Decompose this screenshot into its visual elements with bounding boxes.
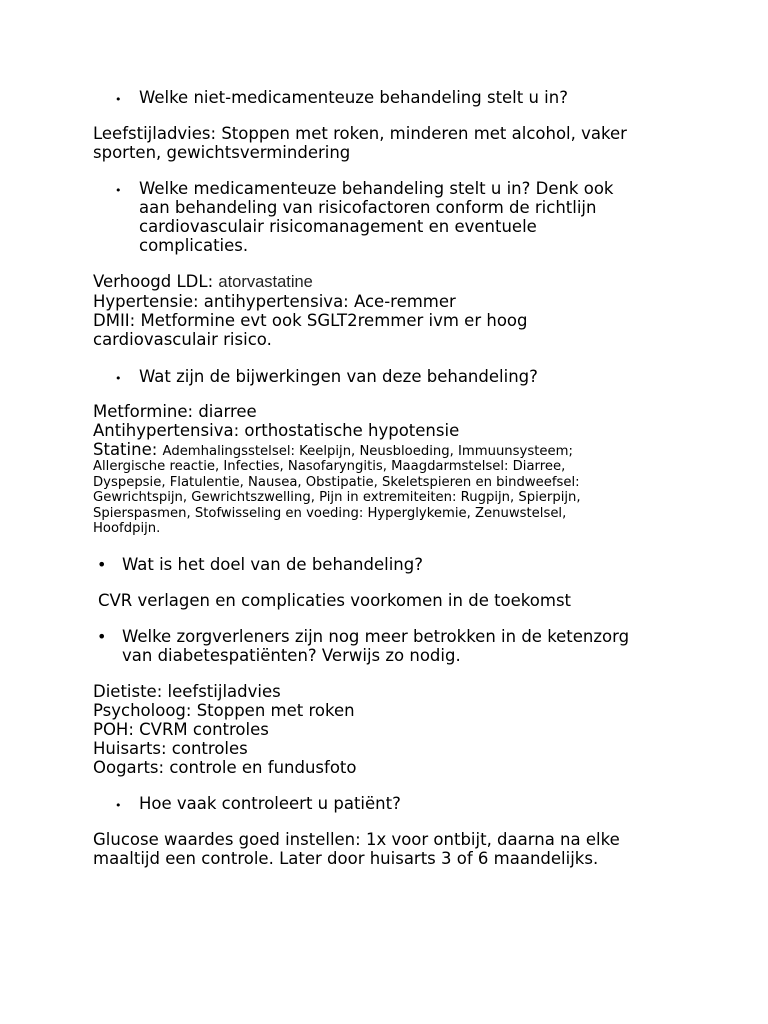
answer-1-line: Leefstijladvies: Stoppen met roken, minderen met alcohol, vaker [93, 124, 627, 143]
answer-6-line: Glucose waardes goed instellen: 1x voor ontbijt, daarna na elke [93, 830, 620, 849]
question-1-line: Welke niet-medicamenteuze behandeling stelt u in? [139, 88, 568, 107]
bullet-q3: • [115, 372, 122, 385]
bullet-q4: • [97, 555, 107, 574]
answer-2-line: DMII: Metformine evt ook SGLT2remmer ivm er hoog [93, 311, 528, 330]
question-3-line: Wat zijn de bijwerkingen van deze behandeling? [139, 367, 538, 386]
answer-2-ldl-line [93, 272, 528, 292]
answer-3-line: Antihypertensiva: orthostatische hypotensie [93, 421, 460, 440]
answer-5-line: Dietiste: leefstijladvies [93, 682, 281, 701]
question-5-line: Welke zorgverleners zijn nog meer betrokken in de ketenzorg [122, 627, 630, 646]
question-2 [139, 179, 613, 255]
answer-4-line: CVR verlagen en complicaties voorkomen in de toekomst [98, 591, 572, 610]
question-4-line: Wat is het doel van de behandeling? [122, 555, 423, 574]
answer-3-line: Metformine: diarree [93, 402, 257, 421]
question-6-line: Hoe vaak controleert u patiënt? [139, 794, 401, 813]
answer-2-line: cardiovasculair risico. [93, 330, 272, 349]
bullet-q2: • [115, 184, 122, 197]
statine-line: Gewrichtspijn, Gewrichtszwelling, Pijn in extremiteiten: Rugpijn, Spierpijn, [93, 490, 581, 505]
statine-line: Hoofdpijn. [93, 521, 161, 536]
question-2-line: complicaties. [139, 236, 249, 255]
answer-5-line: Huisarts: controles [93, 739, 248, 758]
question-4 [122, 555, 423, 574]
bullet-q6: • [115, 799, 122, 812]
question-5-line: van diabetespatiënten? Verwijs zo nodig. [122, 646, 461, 665]
answer-6-line: maaltijd een controle. Later door huisarts 3 of 6 maandelijks. [93, 849, 599, 868]
statine-side-effects [93, 459, 581, 537]
answer-5-line: Psycholoog: Stoppen met roken [93, 701, 355, 720]
answer-5-line: Oogarts: controle en fundusfoto [93, 758, 357, 777]
answer-2-line: Hypertensie: antihypertensiva: Ace-remmer [93, 292, 456, 311]
statine-line: Dyspepsie, Flatulentie, Nausea, Obstipatie, Skeletspieren en bindweefsel: [93, 474, 580, 490]
statine-label: Statine: [93, 440, 158, 459]
answer-5-line: POH: CVRM controles [93, 720, 269, 739]
answer-1-line: sporten, gewichtsvermindering [93, 143, 351, 162]
statine-line: Allergische reactie, Infecties, Nasofaryngitis, Maagdarmstelsel: Diarree, [93, 459, 566, 474]
answer-1 [93, 124, 627, 162]
question-6 [139, 794, 401, 813]
bullet-q5: • [97, 627, 107, 646]
answer-3 [93, 402, 573, 460]
statine-text: Ademhalingsstelsel: Keelpijn, Neusbloeding, Immuunsysteem; [162, 444, 573, 459]
question-1 [139, 88, 568, 107]
answer-2 [93, 272, 528, 349]
answer-6 [93, 830, 620, 868]
question-2-line: cardiovasculair risicomanagement en eventuele [139, 217, 537, 236]
answer-5 [93, 682, 356, 777]
question-5 [122, 627, 629, 665]
question-2-line: Welke medicamenteuze behandeling stelt u in? Denk ook [139, 179, 614, 198]
question-2-line: aan behandeling van risicofactoren conform de richtlijn [139, 198, 597, 217]
ldl-value: atorvastatine [218, 273, 313, 291]
statine-line [93, 440, 573, 460]
ldl-label: Verhoogd LDL: [93, 272, 214, 291]
statine-line: Spierspasmen, Stofwisseling en voeding: Hyperglykemie, Zenuwstelsel, [93, 505, 567, 521]
answer-4 [98, 591, 571, 610]
question-3 [139, 367, 538, 386]
bullet-q1: • [115, 93, 122, 106]
